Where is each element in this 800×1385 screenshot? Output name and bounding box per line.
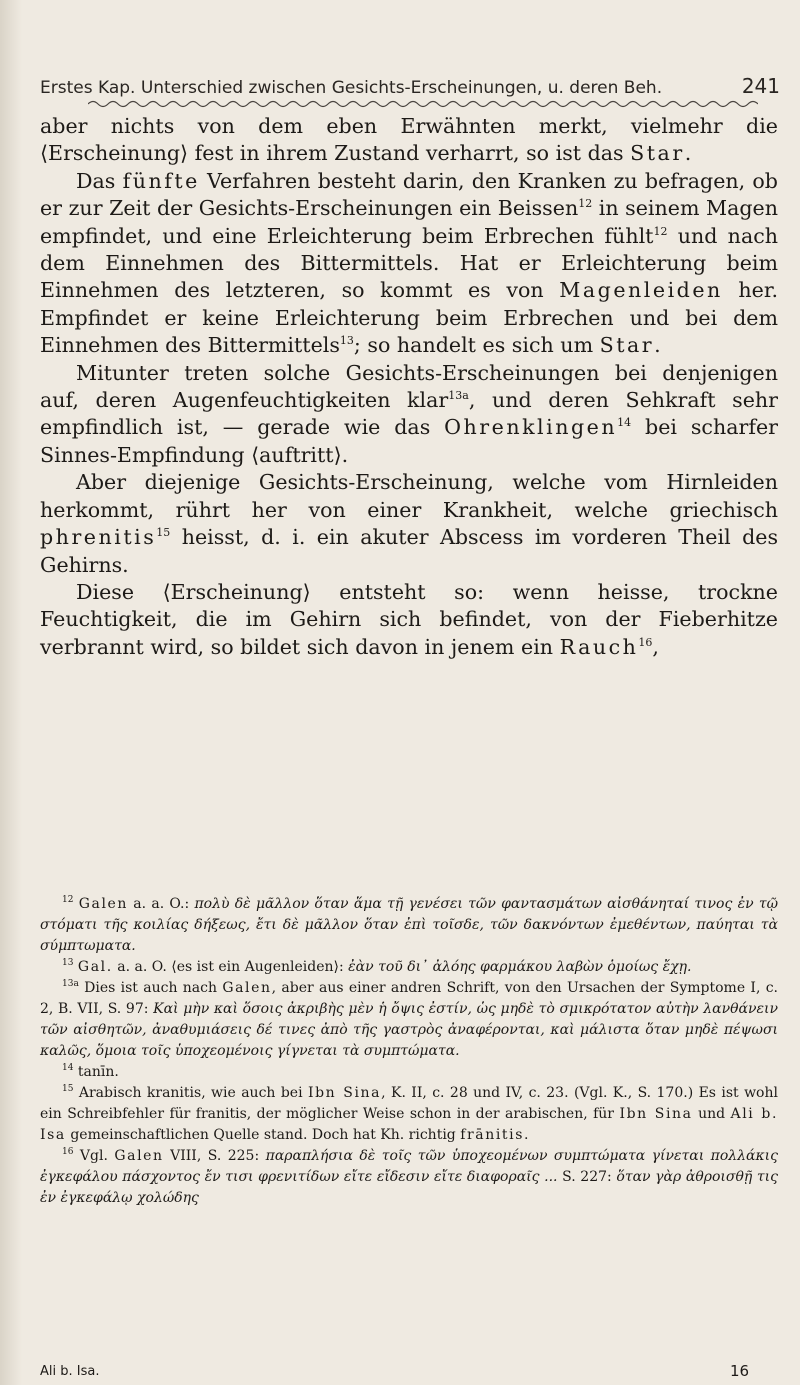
footnote-16: $^{16}$ Vgl. Galen VIII, S. 225: παραπλήσια δὲ τοῖς τῶν ὑποχεομένων συμπτώματα γίνεται πολλάκις ἐγκεφάλου πάσχοντος ἔν τισι φρενιτίδων εἴτε εἴδεσιν εἴτε διαφοραῖς ... S. 227: ὅταν γὰρ ἀθροισθῇ τις ἐν ἐγκεφάλῳ χολώδης xyxy=(40,1147,778,1206)
paragraph-2: Das fünfte Verfahren besteht darin, den Kranken zu befragen, ob er zur Zeit der Gesichts-Erscheinungen ein Beissen$^{12}$ in seinem Magen empfindet, und eine Erleichterung beim Erbrechen fühlt$^{12}$ und nach dem Einnehmen des Bittermittels. Hat er Erleichterung beim Einnehmen des letzteren, so kommt es von Magenleiden her. Empfindet er keine Erleichterung beim Erbrechen und bei dem Einnehmen des Bittermittels$^{13}$; so handelt es sich um Star. xyxy=(40,168,779,358)
main-text xyxy=(40,113,778,661)
footnote-ref: 14 xyxy=(617,416,632,430)
footnote-14: $^{14}$ tanīn. xyxy=(62,1063,119,1080)
footnote-12: $^{12}$ Galen a. a. O.: πολὺ δὲ μᾶλλον ὅταν ἅμα τῇ γενέσει τῶν φαντασμάτων αἰσθάνηταί τινος ἐν τῷ στόματι τῆς κοιλίας δήξεως, ἔτι δὲ μᾶλλον ὅταν ἐπὶ τοῖσδε, τῶν δακνόντων ἐμεθέντων, παύηται τὰ σύμπτωματα. xyxy=(40,895,779,954)
footnote-ref: 12 xyxy=(653,224,668,238)
paragraph-5: Diese ⟨Erscheinung⟩ entsteht so: wenn heisse, trockne Feuchtigkeit, die im Gehirn sich befindet, von der Fieberhitze verbrannt wird, so bildet sich davon in jenem ein Rauch$^{16}$, xyxy=(40,579,778,659)
sheet-number: 16 xyxy=(730,1362,750,1380)
footnote-ref: 13a xyxy=(448,389,469,403)
header-ornament-rule xyxy=(88,99,758,109)
footnote-ref: 15 xyxy=(156,526,171,540)
footnotes xyxy=(40,894,778,1209)
term-star: Star xyxy=(630,141,685,166)
page-number: 241 xyxy=(741,74,780,98)
running-title: Erstes Kap. Unterschied zwischen Gesichts-Erscheinungen, u. deren Beh. xyxy=(40,78,663,98)
footnote-13: $^{13}$ Gal. a. a. O. ⟨es ist ein Augenleiden⟩: ἐὰν τοῦ δι᾽ ἀλόης φαρμάκου λαβὼν ὁμοίως ἔχῃ. xyxy=(62,958,692,975)
footnote-15: $^{15}$ Arabisch kranitis, wie auch bei Ibn Sina, K. II, c. 28 und IV, c. 23. (Vgl. K., S. 170.) Es ist wohl ein Schreibfehler für franitis, der möglicher Weise schon in der arabischen, für Ibn Sina und Ali b. Isa gemeinschaftlichen Quelle stand. Doch hat Kh. richtig frānitis. xyxy=(40,1084,779,1143)
paragraph-4: Aber diejenige Gesichts-Erscheinung, welche vom Hirnleiden herkommt, rührt her von einer Krankheit, welche griechisch phrenitis$^{15}$ heisst, d. i. ein akuter Abscess im vorderen Theil des Gehirns. xyxy=(40,470,779,577)
footnote-ref: 13 xyxy=(339,334,354,348)
paragraph-1: aber nichts von dem eben Erwähnten merkt, vielmehr die ⟨Erscheinung⟩ fest in ihrem Zustand verharrt, so ist das Star. xyxy=(40,114,778,166)
printer-signature: Ali b. Isa. xyxy=(40,1364,100,1379)
gutter-shadow xyxy=(0,0,22,1385)
paragraph-3: Mitunter treten solche Gesichts-Erscheinungen bei denjenigen auf, deren Augenfeuchtigkeiten klar$^{13a}$, und deren Sehkraft sehr empfindlich ist, — gerade wie das Ohrenklingen$^{14}$ bei scharfer Sinnes-Empfindung ⟨auftritt⟩. xyxy=(40,360,778,467)
footnote-ref: 12 xyxy=(578,197,593,211)
footnote-ref: 16 xyxy=(638,635,653,649)
footnote-13a: $^{13a}$ Dies ist auch nach Galen, aber aus einer andren Schrift, von den Ursachen der Symptome I, c. 2, B. VII, S. 97: Καὶ μὴν καὶ ὅσοις ἀκριβὴς μὲν ἡ ὄψις ἐστίν, ὡς μηδὲ τὸ σμικρότατον αὐτὴν λανθάνειν τῶν αἰσθητῶν, ἀναθυμιάσεις δέ τινες ἀπὸ τῆς γαστρὸς ἀναφέρονται, καὶ μάλιστα ὅταν μηδὲ πέψωσι καλῶς, ὅμοια τοῖς ὑποχεομένοις γίγνεται τὰ συμπτώματα. xyxy=(40,979,779,1059)
running-header xyxy=(40,74,780,98)
